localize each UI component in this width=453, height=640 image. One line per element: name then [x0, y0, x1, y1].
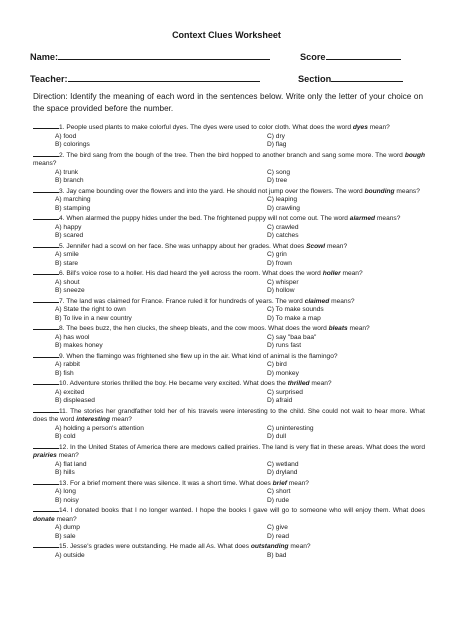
- target-word: prairies: [33, 452, 57, 459]
- target-word: thrilled: [287, 380, 310, 387]
- answer-option: A) shout: [55, 278, 80, 286]
- question-item: [33, 351, 425, 379]
- answer-blank[interactable]: [33, 186, 59, 193]
- answer-option: A) food: [55, 132, 77, 140]
- answer-blank[interactable]: [33, 505, 59, 512]
- answer-option: A) holding a person's attention: [55, 424, 144, 432]
- answer-option: D) dryland: [267, 469, 298, 476]
- score-line[interactable]: [326, 50, 401, 60]
- answer-option: C) dry: [267, 132, 285, 140]
- section-line[interactable]: [331, 72, 403, 82]
- answer-blank[interactable]: [33, 122, 59, 129]
- answer-option: B) noisy: [55, 496, 79, 504]
- answer-option: A) excited: [55, 388, 85, 396]
- answer-option: C) grin: [267, 251, 287, 258]
- answer-option: B) cold: [55, 433, 76, 440]
- question-end: mean?: [288, 543, 311, 550]
- question-stem: 13. For a brief moment there was silence. It was a short time. What does: [59, 479, 273, 487]
- question-stem: 5. Jennifer had a scowl on her face. She was unhappy about her grades. What does: [59, 242, 307, 250]
- options-row: [33, 334, 425, 343]
- question-end: means?: [375, 215, 401, 222]
- answer-option: B) fish: [55, 369, 74, 377]
- answer-blank[interactable]: [33, 213, 59, 220]
- answer-blank[interactable]: [33, 241, 59, 248]
- answer-option: D) rude: [267, 496, 289, 504]
- question-stem: 2. The bird sang from the bough of the tree. Then the bird hopped to another branch and sang some more. The word: [59, 151, 405, 159]
- question-text: [33, 213, 425, 224]
- answer-option: C) leaping: [267, 196, 298, 203]
- answer-option: B) stamping: [55, 204, 91, 212]
- answer-option: C) wetland: [267, 460, 299, 468]
- section-field[interactable]: [298, 72, 403, 84]
- answer-option: C) To make sounds: [267, 306, 324, 313]
- question-item: [33, 323, 425, 351]
- answer-option: A) long: [55, 488, 76, 495]
- options-row: [33, 397, 425, 406]
- question-text: [33, 268, 425, 279]
- teacher-label: Teacher:: [30, 74, 68, 84]
- options-row: [33, 177, 425, 186]
- question-end: means?: [329, 297, 355, 305]
- question-end: mean?: [347, 325, 370, 332]
- answer-option: C) uninteresting: [267, 424, 314, 432]
- options-row: [33, 251, 425, 260]
- answer-blank[interactable]: [33, 268, 59, 275]
- options-row: [33, 196, 425, 205]
- name-field[interactable]: [30, 50, 270, 62]
- name-label: Name:: [30, 52, 59, 62]
- question-stem: 6. Bill's voice rose to a holler. His dad heard the yell across the room. What does the word: [59, 270, 323, 277]
- answer-option: A) State the right to own: [55, 306, 126, 313]
- answer-blank[interactable]: [33, 351, 59, 358]
- answer-option: A) smile: [55, 251, 79, 258]
- answer-option: C) say "baa baa": [267, 333, 317, 341]
- answer-option: D) hollow: [267, 287, 295, 294]
- question-end: mean?: [367, 124, 390, 131]
- options-row: [33, 461, 425, 470]
- answer-option: D) frown: [267, 259, 292, 267]
- question-stem: 15. Jesse's grades were outstanding. He made all As. What does: [59, 543, 251, 550]
- answer-option: B) hills: [55, 469, 75, 476]
- answer-option: B) branch: [55, 177, 84, 184]
- options-row: [33, 315, 425, 324]
- options-row: [33, 306, 425, 315]
- question-item: [33, 406, 425, 442]
- answer-blank[interactable]: [33, 442, 59, 449]
- answer-option: D) To make a map: [267, 314, 321, 322]
- target-word: bleats: [328, 325, 348, 332]
- score-label: Score: [300, 52, 326, 62]
- answer-option: C) crawled: [267, 223, 299, 231]
- options-row: [33, 224, 425, 233]
- question-item: [33, 241, 425, 269]
- answer-option: B) bad: [267, 551, 287, 559]
- question-text: [33, 378, 425, 389]
- worksheet-title: Context Clues Worksheet: [172, 30, 281, 40]
- options-row: [33, 342, 425, 351]
- target-word: bounding: [364, 187, 395, 195]
- question-text: [33, 241, 425, 252]
- answer-blank[interactable]: [33, 296, 59, 303]
- answer-blank[interactable]: [33, 323, 59, 330]
- question-text: [33, 351, 425, 362]
- options-row: [33, 133, 425, 142]
- question-stem: 1. People used plants to make colorful dyes. The dyes were used to color cloth. What does the word: [59, 124, 353, 131]
- answer-option: B) sale: [55, 532, 76, 540]
- answer-blank[interactable]: [33, 378, 59, 385]
- question-item: [33, 378, 425, 406]
- answer-blank[interactable]: [33, 478, 59, 485]
- options-row: [33, 141, 425, 150]
- answer-option: D) dull: [267, 433, 287, 440]
- options-row: [33, 205, 425, 214]
- answer-option: B) scared: [55, 232, 84, 239]
- question-item: [33, 268, 425, 296]
- question-stem: 8. The bees buzz, the hen clucks, the sheep bleats, and the cow moos. What does the word: [59, 325, 329, 332]
- question-text: [33, 296, 425, 307]
- question-end: mean?: [54, 515, 77, 523]
- answer-option: A) rabbit: [55, 361, 80, 368]
- question-stem: 11. The stories her grandfather told her of his travels were interesting to the child. She could not wait to hear more. What does the word: [33, 407, 425, 423]
- answer-option: C) bird: [267, 361, 287, 368]
- section-label: Section: [298, 74, 332, 84]
- name-line[interactable]: [58, 50, 270, 60]
- question-text: [33, 478, 425, 489]
- question-end: means?: [394, 187, 420, 195]
- options-row: [33, 389, 425, 398]
- question-item: [33, 541, 425, 560]
- question-stem: 14. I donated books that I no longer wanted. I hope the books I gave will go to someone who will enjoy them. What does: [59, 507, 425, 514]
- question-stem: 3. Jay came bounding over the flowers and into the yard. He should not jump over the flowers. The word: [59, 187, 365, 195]
- question-list: [33, 122, 425, 560]
- target-word: claimed: [304, 297, 330, 305]
- question-item: [33, 122, 425, 150]
- question-text: [33, 323, 425, 334]
- question-item: [33, 150, 425, 186]
- answer-option: D) crawling: [267, 204, 300, 212]
- options-row: [33, 287, 425, 296]
- score-field[interactable]: [300, 50, 401, 62]
- question-item: [33, 186, 425, 214]
- answer-option: A) has wool: [55, 333, 90, 341]
- question-stem: 10. Adventure stories thrilled the boy. He became very excited. What does the: [59, 380, 288, 387]
- answer-blank[interactable]: [33, 406, 59, 413]
- question-end: mean?: [340, 270, 363, 277]
- question-text: [33, 150, 425, 169]
- answer-option: A) marching: [55, 196, 91, 203]
- question-end: mean?: [286, 479, 309, 487]
- options-row: [33, 488, 425, 497]
- question-item: [33, 213, 425, 241]
- question-stem: 4. When alarmed the puppy hides under the bed. The frightened puppy will not come out. The word: [59, 215, 350, 222]
- options-row: [33, 524, 425, 533]
- answer-option: D) runs fast: [267, 342, 302, 349]
- teacher-line[interactable]: [68, 72, 260, 82]
- options-row: [33, 361, 425, 370]
- answer-option: A) trunk: [55, 168, 79, 176]
- question-end: mean?: [56, 452, 79, 459]
- answer-option: A) flat land: [55, 460, 87, 468]
- question-item: [33, 478, 425, 506]
- target-word: Scowl: [306, 242, 326, 250]
- question-item: [33, 442, 425, 478]
- answer-option: D) afraid: [267, 397, 293, 404]
- options-row: [33, 497, 425, 506]
- options-row: [33, 370, 425, 379]
- question-item: [33, 296, 425, 324]
- target-word: dyes: [352, 124, 368, 131]
- target-word: interesting: [76, 416, 110, 423]
- answer-option: B) displeased: [55, 397, 95, 404]
- answer-option: C) whisper: [267, 278, 299, 286]
- target-word: outstanding: [250, 543, 289, 550]
- question-end: mean?: [325, 242, 348, 250]
- answer-blank[interactable]: [33, 150, 59, 157]
- question-text: [33, 186, 425, 197]
- directions-text: Direction: Identify the meaning of each word in the sentences below. Write only the letter of your choice on the space provided before the number.: [33, 92, 423, 113]
- answer-option: B) colorings: [55, 141, 90, 148]
- target-word: bough: [404, 151, 425, 159]
- answer-option: A) happy: [55, 223, 82, 231]
- question-text: [33, 541, 425, 552]
- target-word: alarmed: [349, 215, 376, 222]
- answer-option: D) read: [267, 532, 289, 540]
- answer-option: A) outside: [55, 551, 85, 559]
- question-item: [33, 505, 425, 541]
- answer-option: C) short: [267, 488, 291, 495]
- question-stem: 9. When the flamingo was frightened she flew up in the air. What kind of animal is the flamingo?: [59, 352, 338, 360]
- target-word: brief: [272, 479, 287, 487]
- question-end: means?: [33, 160, 57, 167]
- options-row: [33, 425, 425, 434]
- question-end: mean?: [109, 416, 132, 423]
- options-row: [33, 533, 425, 542]
- answer-option: A) dump: [55, 524, 80, 531]
- question-text: [33, 122, 425, 133]
- answer-blank[interactable]: [33, 541, 59, 548]
- answer-option: D) catches: [267, 232, 299, 239]
- answer-option: C) give: [267, 524, 288, 531]
- target-word: holler: [322, 270, 341, 277]
- options-row: [33, 433, 425, 442]
- options-row: [33, 232, 425, 241]
- answer-option: C) surprised: [267, 388, 303, 396]
- question-text: [33, 406, 425, 425]
- answer-option: D) monkey: [267, 369, 299, 377]
- question-text: [33, 505, 425, 524]
- options-row: [33, 260, 425, 269]
- answer-option: D) tree: [267, 177, 288, 184]
- question-end: mean?: [309, 380, 332, 387]
- answer-option: B) makes honey: [55, 342, 103, 349]
- options-row: [33, 169, 425, 178]
- question-text: [33, 442, 425, 461]
- options-row: [33, 279, 425, 288]
- teacher-field[interactable]: [30, 72, 260, 84]
- question-stem: 7. The land was claimed for France. France ruled it for hundreds of years. The word: [59, 297, 305, 305]
- answer-option: B) sneeze: [55, 287, 85, 294]
- options-row: [33, 469, 425, 478]
- options-row: [33, 552, 425, 561]
- answer-option: C) song: [267, 168, 291, 176]
- answer-option: B) To live in a new country: [55, 314, 132, 322]
- target-word: donate: [33, 515, 55, 523]
- answer-option: B) stare: [55, 259, 79, 267]
- answer-option: D) flag: [267, 141, 287, 148]
- question-stem: 12. In the United States of America there are medows called prairies. The land is very flat in these areas. What does the word: [59, 443, 425, 451]
